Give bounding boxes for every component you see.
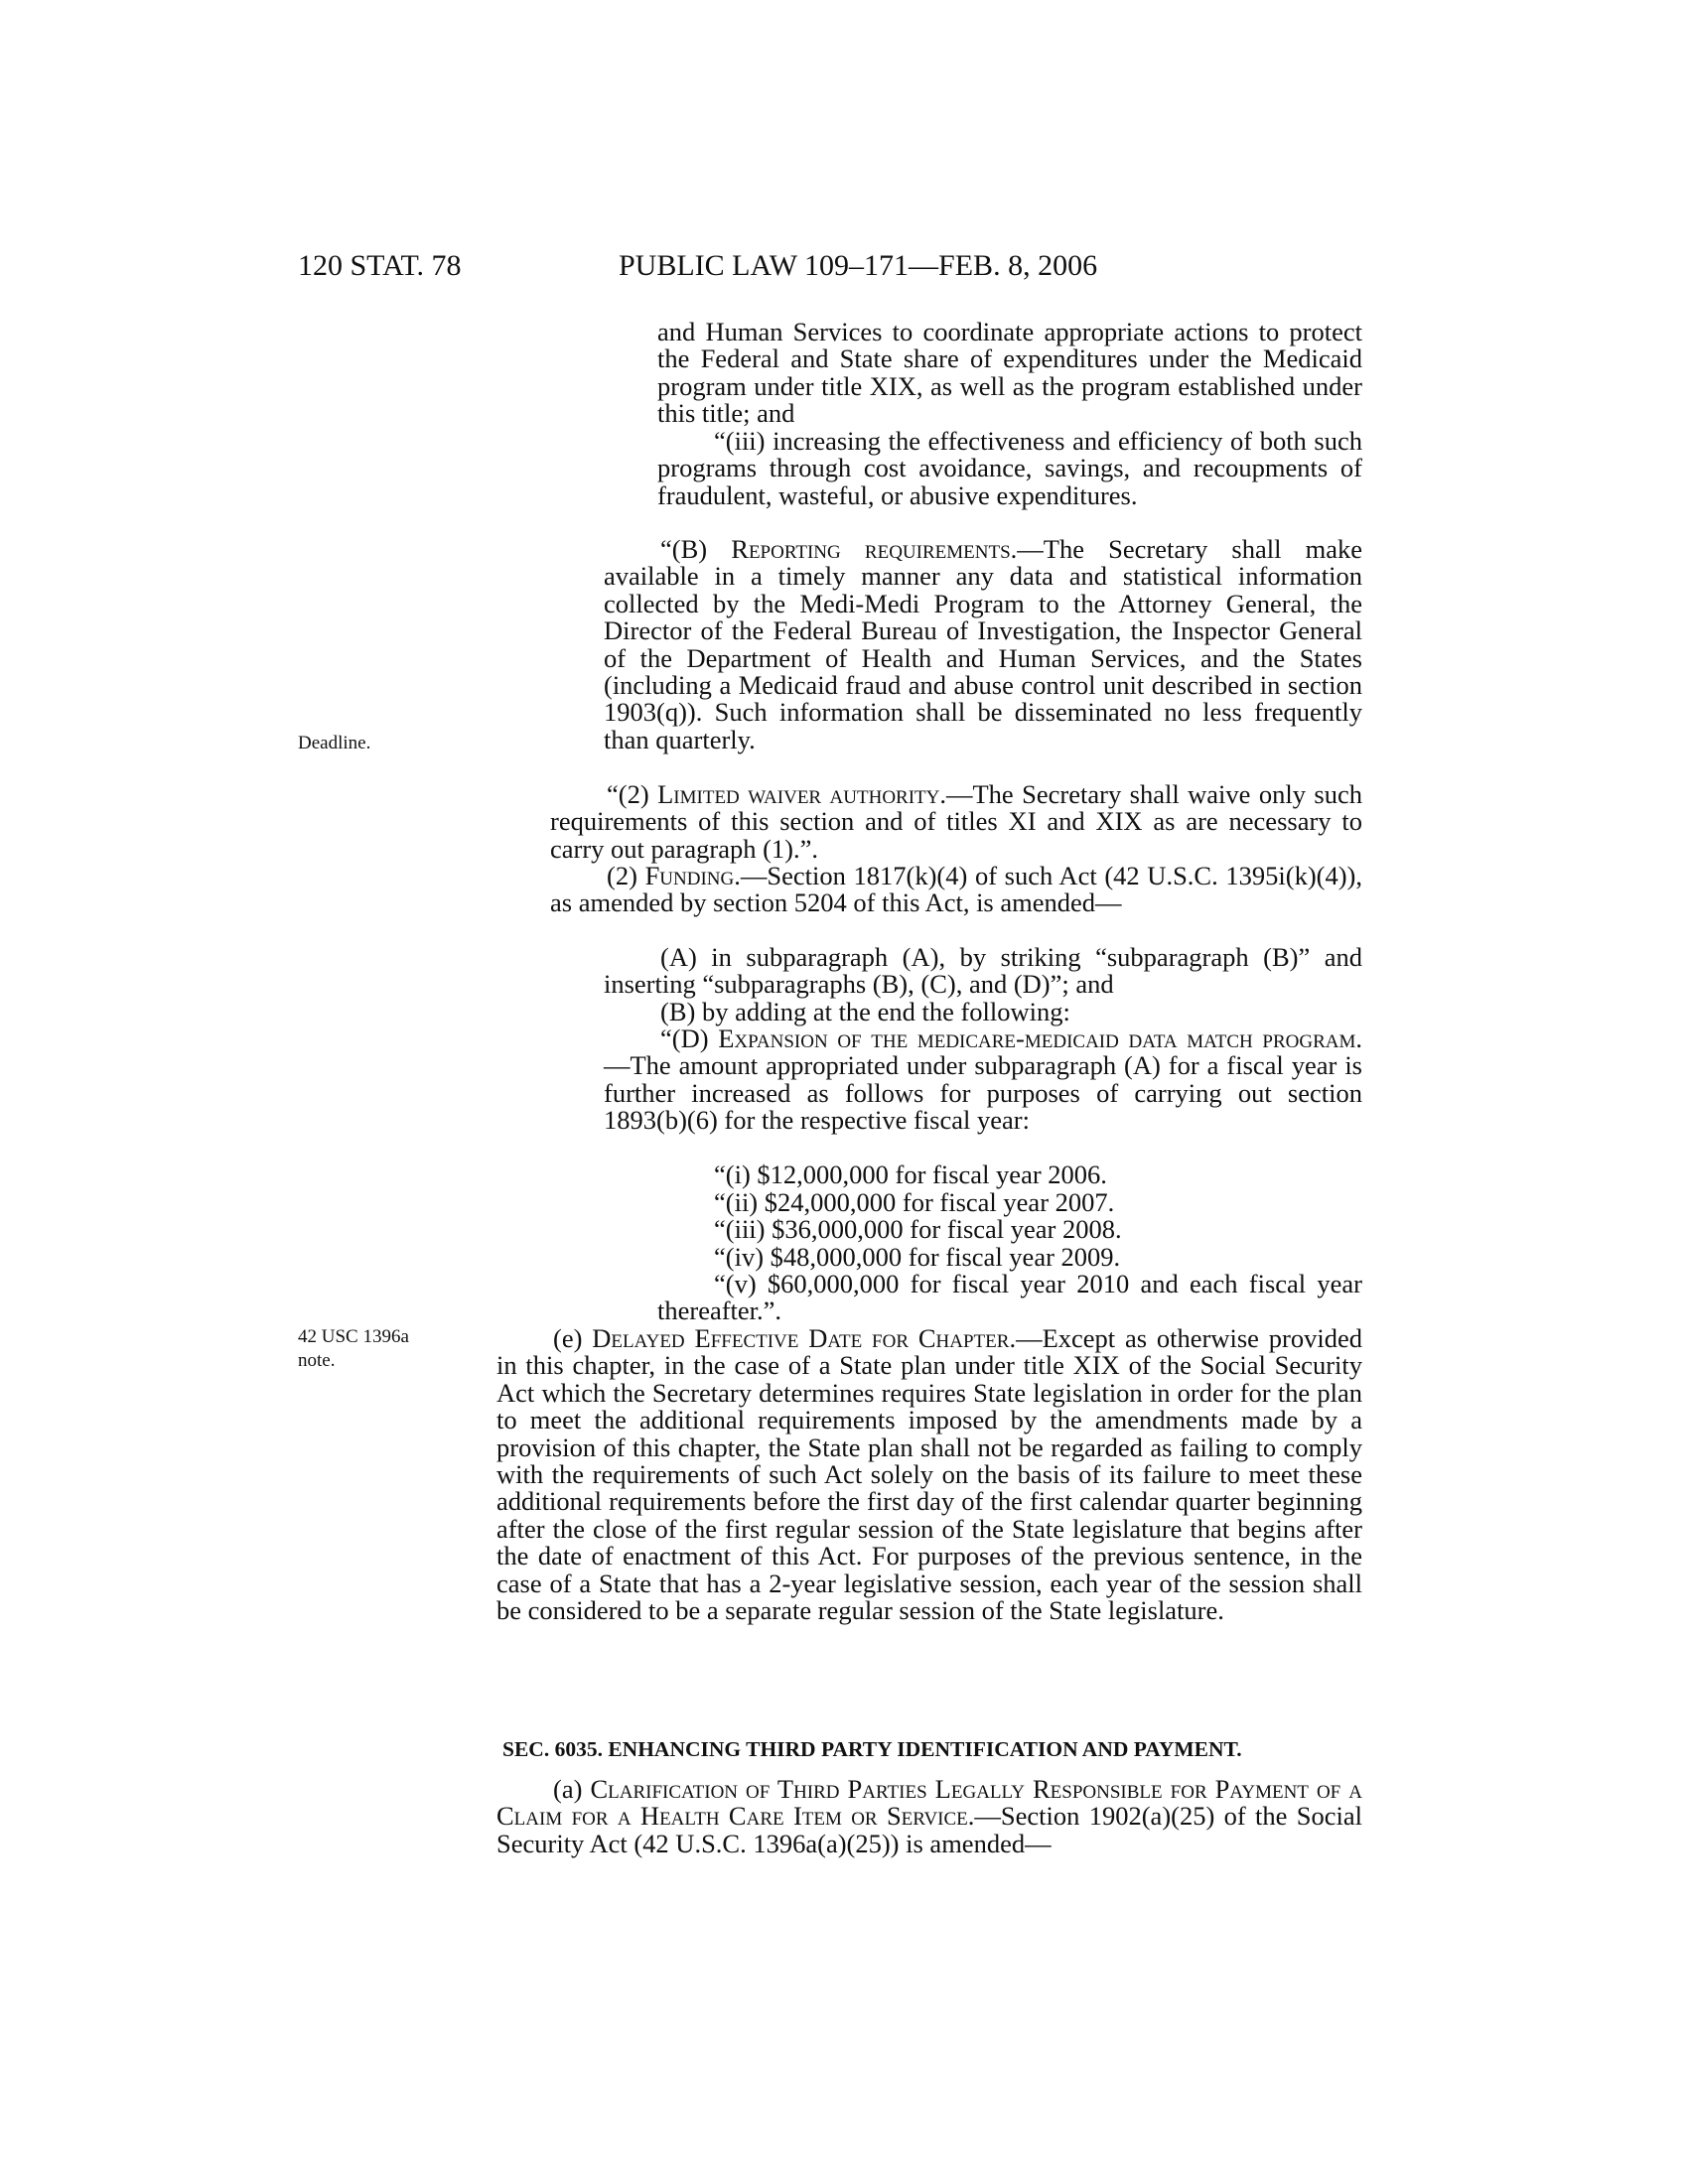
paragraph-b-reporting [604, 536, 1362, 753]
paragraph-b-adding: (B) by adding at the end the following: [660, 997, 1070, 1026]
paragraph-d-expansion [604, 1025, 1362, 1135]
margin-note-usc-line1: 42 USC 1396a [298, 1326, 409, 1347]
paragraph-b-text: .—The Secretary shall make available in a timely manner any data and statistical information collected by the Medi-Medi Program to the Attorney General, the Director of the Federal Bureau of Investigation, the Inspector General of the Department of Health and Human Services, and the States (including a Medicaid fraud and abuse control unit described in section 1903(q)). Such information shall be disseminated no less frequently than quarterly. [604, 534, 1362, 754]
expansion-lead: “(D) [660, 1024, 719, 1053]
list-item-fy2008: “(iii) $36,000,000 for fiscal year 2008. [714, 1214, 1122, 1244]
list-item-fy2009: “(iv) $48,000,000 for fiscal year 2009. [714, 1242, 1121, 1272]
funding-caption: Funding [644, 861, 735, 890]
margin-note-deadline: Deadline. [298, 733, 371, 753]
delayed-caption: Delayed Effective Date for Chapter [592, 1323, 1010, 1353]
running-title: PUBLIC LAW 109–171—FEB. 8, 2006 [619, 249, 1098, 282]
paragraph-2-lead: “(2) [607, 779, 658, 809]
clarification-caption: Clarification of Third Parties Legally Responsible for Payment of a Claim for a Health Care Item or Service [496, 1774, 1362, 1832]
funding-text: .—Section 1817(k)(4) of such Act (42 U.S.C. 1395i(k)(4)), as amended by section 5204 of this Act, is amended— [550, 861, 1362, 918]
paragraph-a-clarification [496, 1776, 1362, 1857]
clarification-text: .—Section 1902(a)(25) of the Social Security Act (42 U.S.C. 1396a(a)(25)) is amended— [496, 1801, 1363, 1858]
list-item-fy2007: “(ii) $24,000,000 for fiscal year 2007. [714, 1187, 1115, 1217]
paragraph-2-funding [550, 863, 1362, 917]
margin-note-usc [298, 1325, 409, 1373]
delayed-lead: (e) [553, 1323, 593, 1353]
paragraph-e-delayed-effective-date [496, 1325, 1362, 1624]
section-heading: SEC. 6035. ENHANCING THIRD PARTY IDENTIFICATION AND PAYMENT. [502, 1737, 1242, 1761]
expansion-caption: Expansion of the medicare-medicaid data match program [718, 1024, 1356, 1053]
expansion-text: .—The amount appropriated under subparagraph (A) for a fiscal year is further increased as follows for purposes of carrying out section 1893(b)(6) for the respective fiscal year: [604, 1024, 1362, 1136]
page-header [298, 246, 1370, 286]
paragraph-a-striking: (A) in subparagraph (A), by striking “subparagraph (B)” and inserting “subparagraphs (B), (C), and (D)”; and [604, 942, 1362, 1000]
paragraph-iii: “(iii) increasing the effectiveness and efficiency of both such programs through cost avoidance, savings, and recoupments of fraudulent, wasteful, or abusive expenditures. [657, 426, 1362, 510]
funding-lead: (2) [607, 861, 645, 890]
list-item-fy2010: “(v) $60,000,000 for fiscal year 2010 and each fiscal year thereafter.”. [657, 1269, 1362, 1326]
paragraph-2-text: .—The Secretary shall waive only such requirements of this section and of titles XI and XIX as are necessary to carry out paragraph (1).”. [550, 779, 1362, 864]
paragraph-continuation: and Human Services to coordinate appropriate actions to protect the Federal and State share of expenditures under the Medicaid program under title XIX, as well as the program established under this title; and [657, 317, 1362, 429]
clarification-lead: (a) [553, 1774, 591, 1804]
paragraph-2-caption: Limited waiver authority [657, 779, 940, 809]
paragraph-b-caption: Reporting requirements [731, 534, 1011, 564]
paragraph-2-waiver [550, 781, 1362, 863]
margin-note-usc-line2: note. [298, 1350, 336, 1371]
list-item-fy2006: “(i) $12,000,000 for fiscal year 2006. [714, 1160, 1107, 1189]
page-reference: 120 STAT. 78 [298, 249, 462, 282]
paragraph-b-lead: “(B) [660, 534, 732, 564]
delayed-text: .—Except as otherwise provided in this chapter, in the case of a State plan under title XIX of the Social Security Act which the Secretary determines requires State legislation in order for the plan to meet the additional requirements imposed by the amendments made by a provision of this chapter, the State plan shall not be regarded as failing to comply with the requirements of such Act solely on the basis of its failure to meet these additional requirements before the first day of the first calendar quarter beginning after the close of the first regular session of the State legislature that begins after the date of enactment of this Act. For purposes of the previous sentence, in the case of a State that has a 2-year legislative session, each year of the session shall be considered to be a separate regular session of the State legislature. [496, 1323, 1363, 1626]
